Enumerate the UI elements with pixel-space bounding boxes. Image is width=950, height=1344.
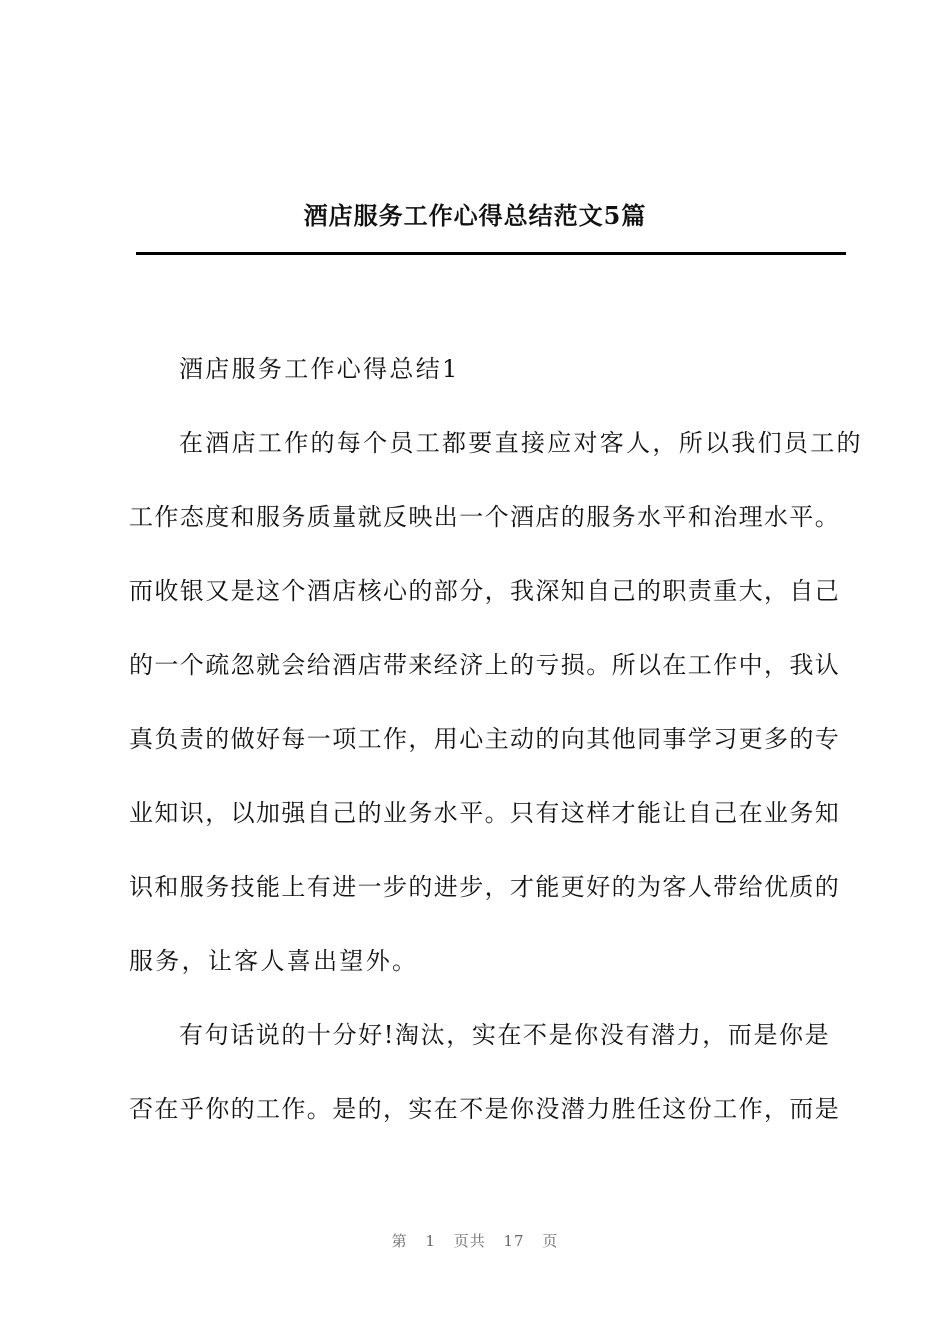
paragraph-line: 否在乎你的工作。是的，实在不是你没潜力胜任这份工作，而是 [129, 1095, 841, 1123]
paragraph-line: 真负责的做好每一项工作，用心主动的向其他同事学习更多的专 [129, 725, 841, 753]
footer-middle: 页共 [453, 1232, 486, 1250]
footer-prefix: 第 [391, 1232, 408, 1250]
section-heading: 酒店服务工作心得总结1 [179, 355, 460, 383]
paragraph-line: 工作态度和服务质量就反映出一个酒店的服务水平和治理水平。 [129, 503, 841, 531]
footer-current-page: 1 [425, 1232, 436, 1250]
paragraph-line: 的一个疏忽就会给酒店带来经济上的亏损。所以在工作中，我认 [129, 651, 841, 679]
footer-suffix: 页 [542, 1232, 559, 1250]
document-body [129, 332, 863, 1146]
paragraph-line: 服务，让客人喜出望外。 [129, 947, 419, 975]
footer-total-pages: 17 [503, 1232, 525, 1250]
paragraph-line: 在酒店工作的每个员工都要直接应对客人，所以我们员工的 [179, 429, 863, 457]
document-title: 酒店服务工作心得总结范文5篇 [303, 201, 647, 230]
title-divider [136, 252, 846, 255]
paragraph-line: 有句话说的十分好!淘汰，实在不是你没有潜力，而是你是 [179, 1021, 831, 1049]
page-footer [0, 1230, 950, 1251]
paragraph-line: 识和服务技能上有进一步的进步，才能更好的为客人带给优质的 [129, 873, 841, 901]
paragraph-line: 而收银又是这个酒店核心的部分，我深知自己的职责重大，自己 [129, 577, 841, 605]
paragraph-line: 业知识，以加强自己的业务水平。只有这样才能让自己在业务知 [129, 799, 841, 827]
